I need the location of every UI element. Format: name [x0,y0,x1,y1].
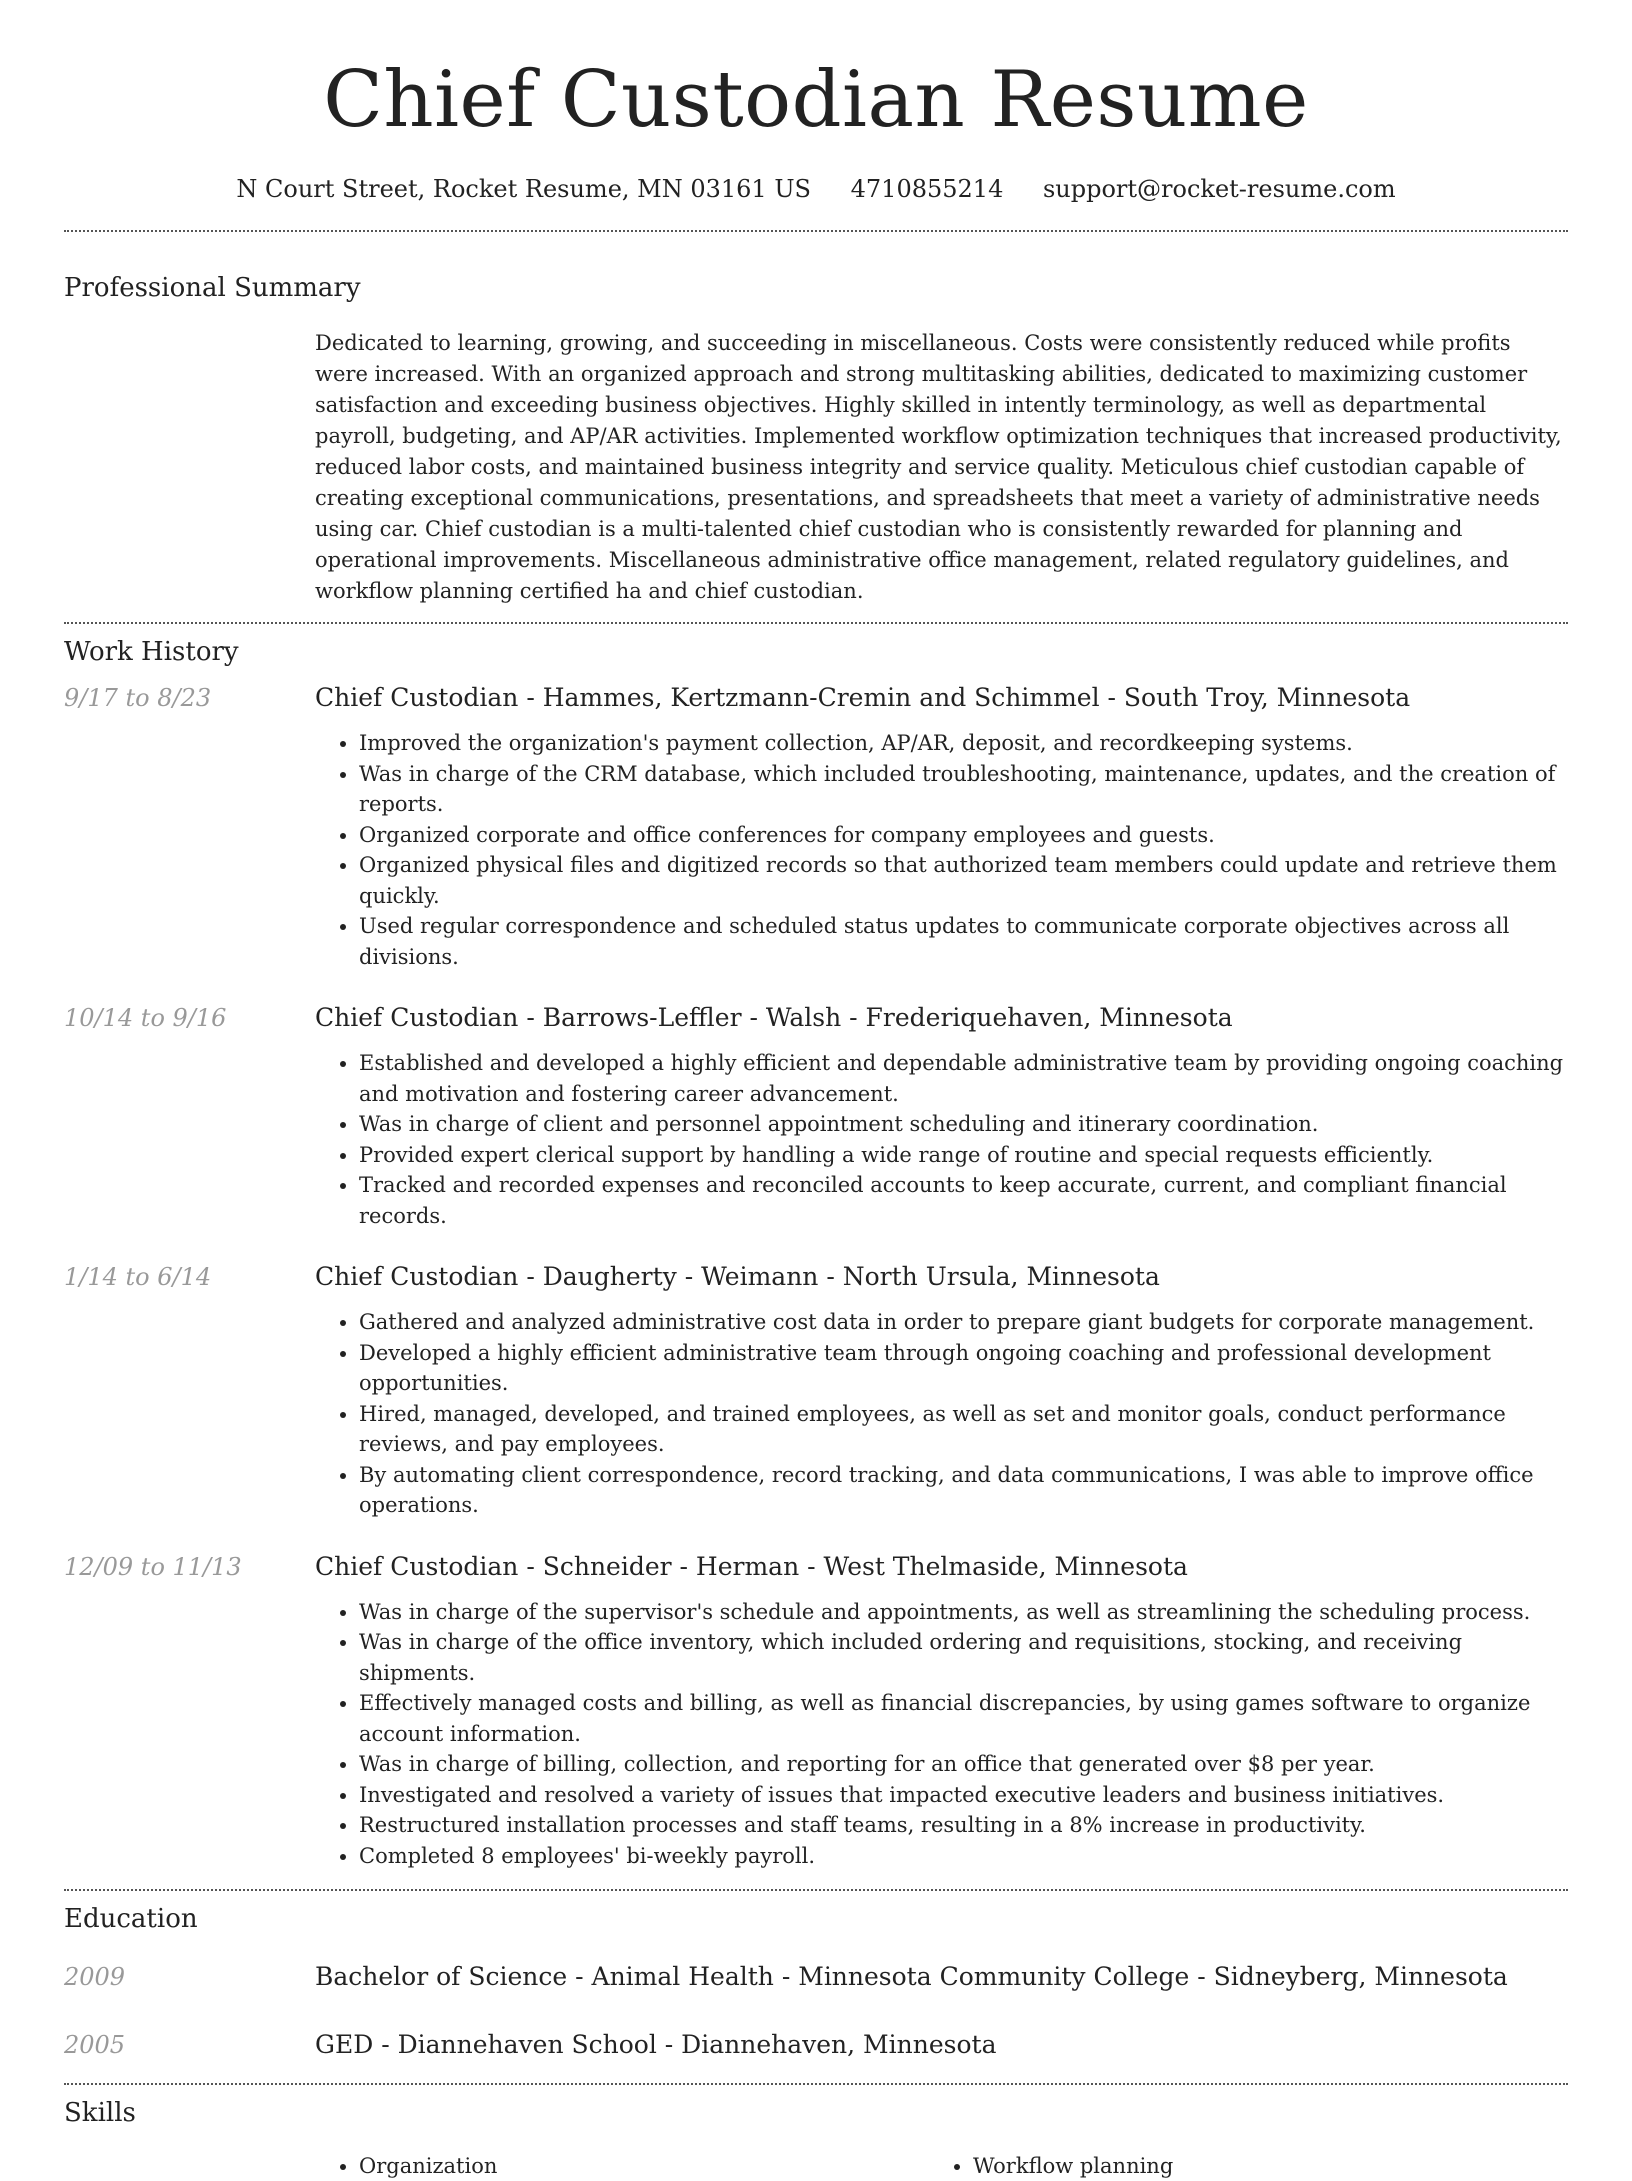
list-item: • Completed 8 employees' bi-weekly payroll. [359,1841,1568,1872]
job-heading: Chief Custodian - Daugherty - Weimann - North Ursula, Minnesota [315,1262,1160,1291]
list-item: • Restructured installation processes and staff teams, resulting in a 8% increase in productivity. [359,1810,1568,1841]
list-item: • Organized physical files and digitized records so that authorized team members could update and retrieve them quickly. [359,850,1568,911]
education-entry [64,2029,1568,2061]
list-item: • Provided expert clerical support by handling a wide range of routine and special requests efficiently. [359,1140,1568,1171]
contact-address: N Court Street, Rocket Resume, MN 03161 US [236,175,811,203]
list-item: • Established and developed a highly efficient and dependable administrative team by providing ongoing coaching and motivation and fostering career advancement. [359,1048,1568,1109]
job-bullets [315,728,1568,972]
list-item: • Was in charge of billing, collection, and reporting for an office that generated over $8 per year. [359,1749,1568,1780]
list-item: • Improved the organization's payment collection, AP/AR, deposit, and recordkeeping systems. [359,728,1568,759]
job-entry [64,682,1568,972]
summary-text: Dedicated to learning, growing, and succeeding in miscellaneous. Costs were consistently reduced while profits were increased. With an organized approach and strong multitasking abilities, dedicated to maximizing customer satisfaction and exceeding business objectives. Highly skilled in intently terminology, as well as departmental payroll, budgeting, and AP/AR activities. Implemented workflow optimization techniques that increased productivity, reduced labor costs, and maintained business integrity and service quality. Meticulous chief custodian capable of creating exceptional communications, presentations, and spreadsheets that meet a variety of administrative needs using car. Chief custodian is a multi-talented chief custodian who is consistently rewarded for planning and operational improvements. Miscellaneous administrative office management, related regulatory guidelines, and workflow planning certified ha and chief custodian. [315,331,1562,603]
section-title-summary: Professional Summary [64,273,361,303]
section-title-skills: Skills [64,2098,136,2128]
list-item: • Effectively managed costs and billing, as well as financial discrepancies, by using games software to organize account information. [359,1688,1568,1749]
contact-phone: 4710855214 [850,175,1004,203]
job-dates: 1/14 to 6/14 [64,1263,212,1291]
section-title-work: Work History [64,637,239,667]
skills-column-left [315,2151,929,2181]
list-item: • Was in charge of client and personnel appointment scheduling and itinerary coordination. [359,1109,1568,1140]
divider [64,622,1568,624]
list-item: • Tracked and recorded expenses and reconciled accounts to keep accurate, current, and compliant financial records. [359,1170,1568,1231]
list-item: • Used regular correspondence and scheduled status updates to communicate corporate objectives across all divisions. [359,911,1568,972]
resume-title: Chief Custodian Resume [323,55,1309,145]
list-item: • Was in charge of the office inventory, which included ordering and requisitions, stocking, and receiving shipments. [359,1627,1568,1688]
section-title-education: Education [64,1904,198,1934]
divider [64,2083,1568,2085]
job-entry [64,1002,1568,1231]
skills-list [315,2151,1568,2181]
job-entry [64,1551,1568,1872]
list-item: • Gathered and analyzed administrative cost data in order to prepare giant budgets for corporate management. [359,1307,1568,1338]
education-year: 2009 [64,1963,126,1991]
divider [64,230,1568,232]
skill-item: • Workflow planning [973,2151,1543,2181]
divider [64,1889,1568,1891]
list-item: • By automating client correspondence, record tracking, and data communications, I was able to improve office operations. [359,1460,1568,1521]
skills-row [64,2151,1568,2181]
job-entry [64,1261,1568,1521]
list-item: • Was in charge of the CRM database, which included troubleshooting, maintenance, updates, and the creation of reports. [359,759,1568,820]
education-heading: Bachelor of Science - Animal Health - Minnesota Community College - Sidneyberg, Minnesota [315,1962,1508,1991]
job-bullets [315,1307,1568,1521]
education-entry [64,1961,1568,1993]
list-item: • Was in charge of the supervisor's schedule and appointments, as well as streamlining the scheduling process. [359,1597,1568,1628]
contact-email: support@rocket-resume.com [1042,175,1396,203]
job-dates: 10/14 to 9/16 [64,1004,227,1032]
contact-line [64,174,1568,204]
job-dates: 9/17 to 8/23 [64,684,212,712]
job-heading: Chief Custodian - Schneider - Herman - West Thelmaside, Minnesota [315,1551,1188,1581]
job-heading: Chief Custodian - Hammes, Kertzmann-Cremin and Schimmel - South Troy, Minnesota [315,683,1411,712]
education-heading: GED - Diannehaven School - Diannehaven, Minnesota [315,2030,997,2059]
job-bullets [315,1048,1568,1231]
summary-row [64,328,1568,607]
job-bullets [315,1597,1568,1872]
skill-item: • Organization [359,2151,929,2181]
list-item: • Developed a highly efficient administrative team through ongoing coaching and professional development opportunities. [359,1338,1568,1399]
summary-spacer [64,328,315,607]
list-item: • Organized corporate and office conferences for company employees and guests. [359,820,1568,851]
skills-spacer [64,2151,315,2181]
job-heading: Chief Custodian - Barrows-Leffler - Walsh - Frederiquehaven, Minnesota [315,1003,1233,1032]
skills-column-right [929,2151,1543,2181]
list-item: • Hired, managed, developed, and trained employees, as well as set and monitor goals, conduct performance reviews, and pay employees. [359,1399,1568,1460]
list-item: • Investigated and resolved a variety of issues that impacted executive leaders and business initiatives. [359,1780,1568,1811]
job-dates: 12/09 to 11/13 [64,1552,242,1581]
education-year: 2005 [64,2031,126,2059]
